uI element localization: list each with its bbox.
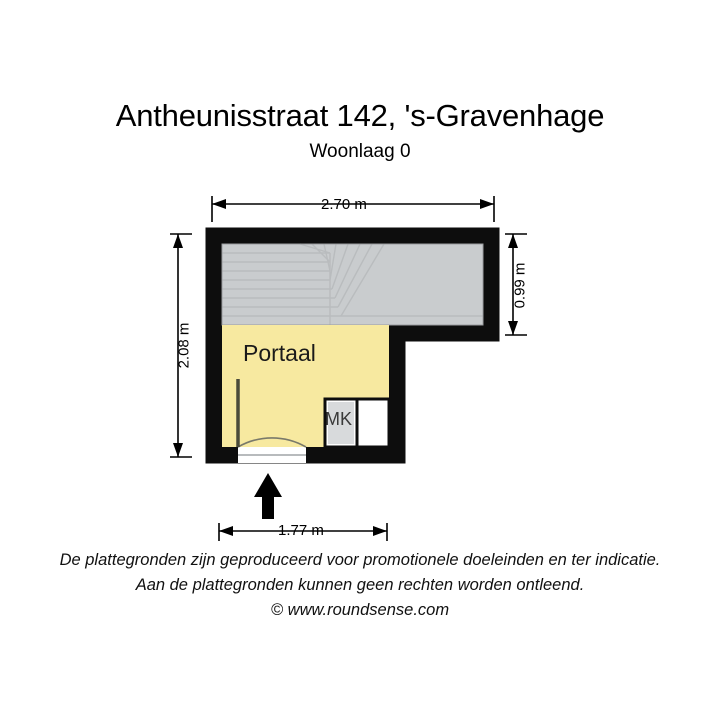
- room-label-mk: MK: [325, 409, 352, 429]
- footer-copyright: © www.roundsense.com: [270, 601, 450, 619]
- mk-inner-right: [360, 402, 386, 444]
- page-title: Antheunisstraat 142, 's-Gravenhage: [115, 98, 605, 133]
- dimension-label-right: 0.99 m: [511, 262, 529, 309]
- footer-line-2: Aan de plattegronden kunnen geen rechten worden ontleend.: [135, 576, 585, 594]
- dimension-label-bottom: 1.77 m: [278, 522, 324, 539]
- footer-line-1: De plattegronden zijn geproduceerd voor promotionele doeleinden en ter indicatie.: [59, 551, 661, 569]
- footer-disclaimer: [0, 548, 720, 623]
- entrance-arrow: [254, 473, 282, 519]
- dimension-label-left: 2.08 m: [175, 322, 193, 369]
- room-label-portaal: Portaal: [243, 340, 316, 366]
- stairs-area: [222, 244, 483, 325]
- page-subtitle: Woonlaag 0: [309, 141, 411, 162]
- dimension-label-top: 2.70 m: [321, 196, 367, 213]
